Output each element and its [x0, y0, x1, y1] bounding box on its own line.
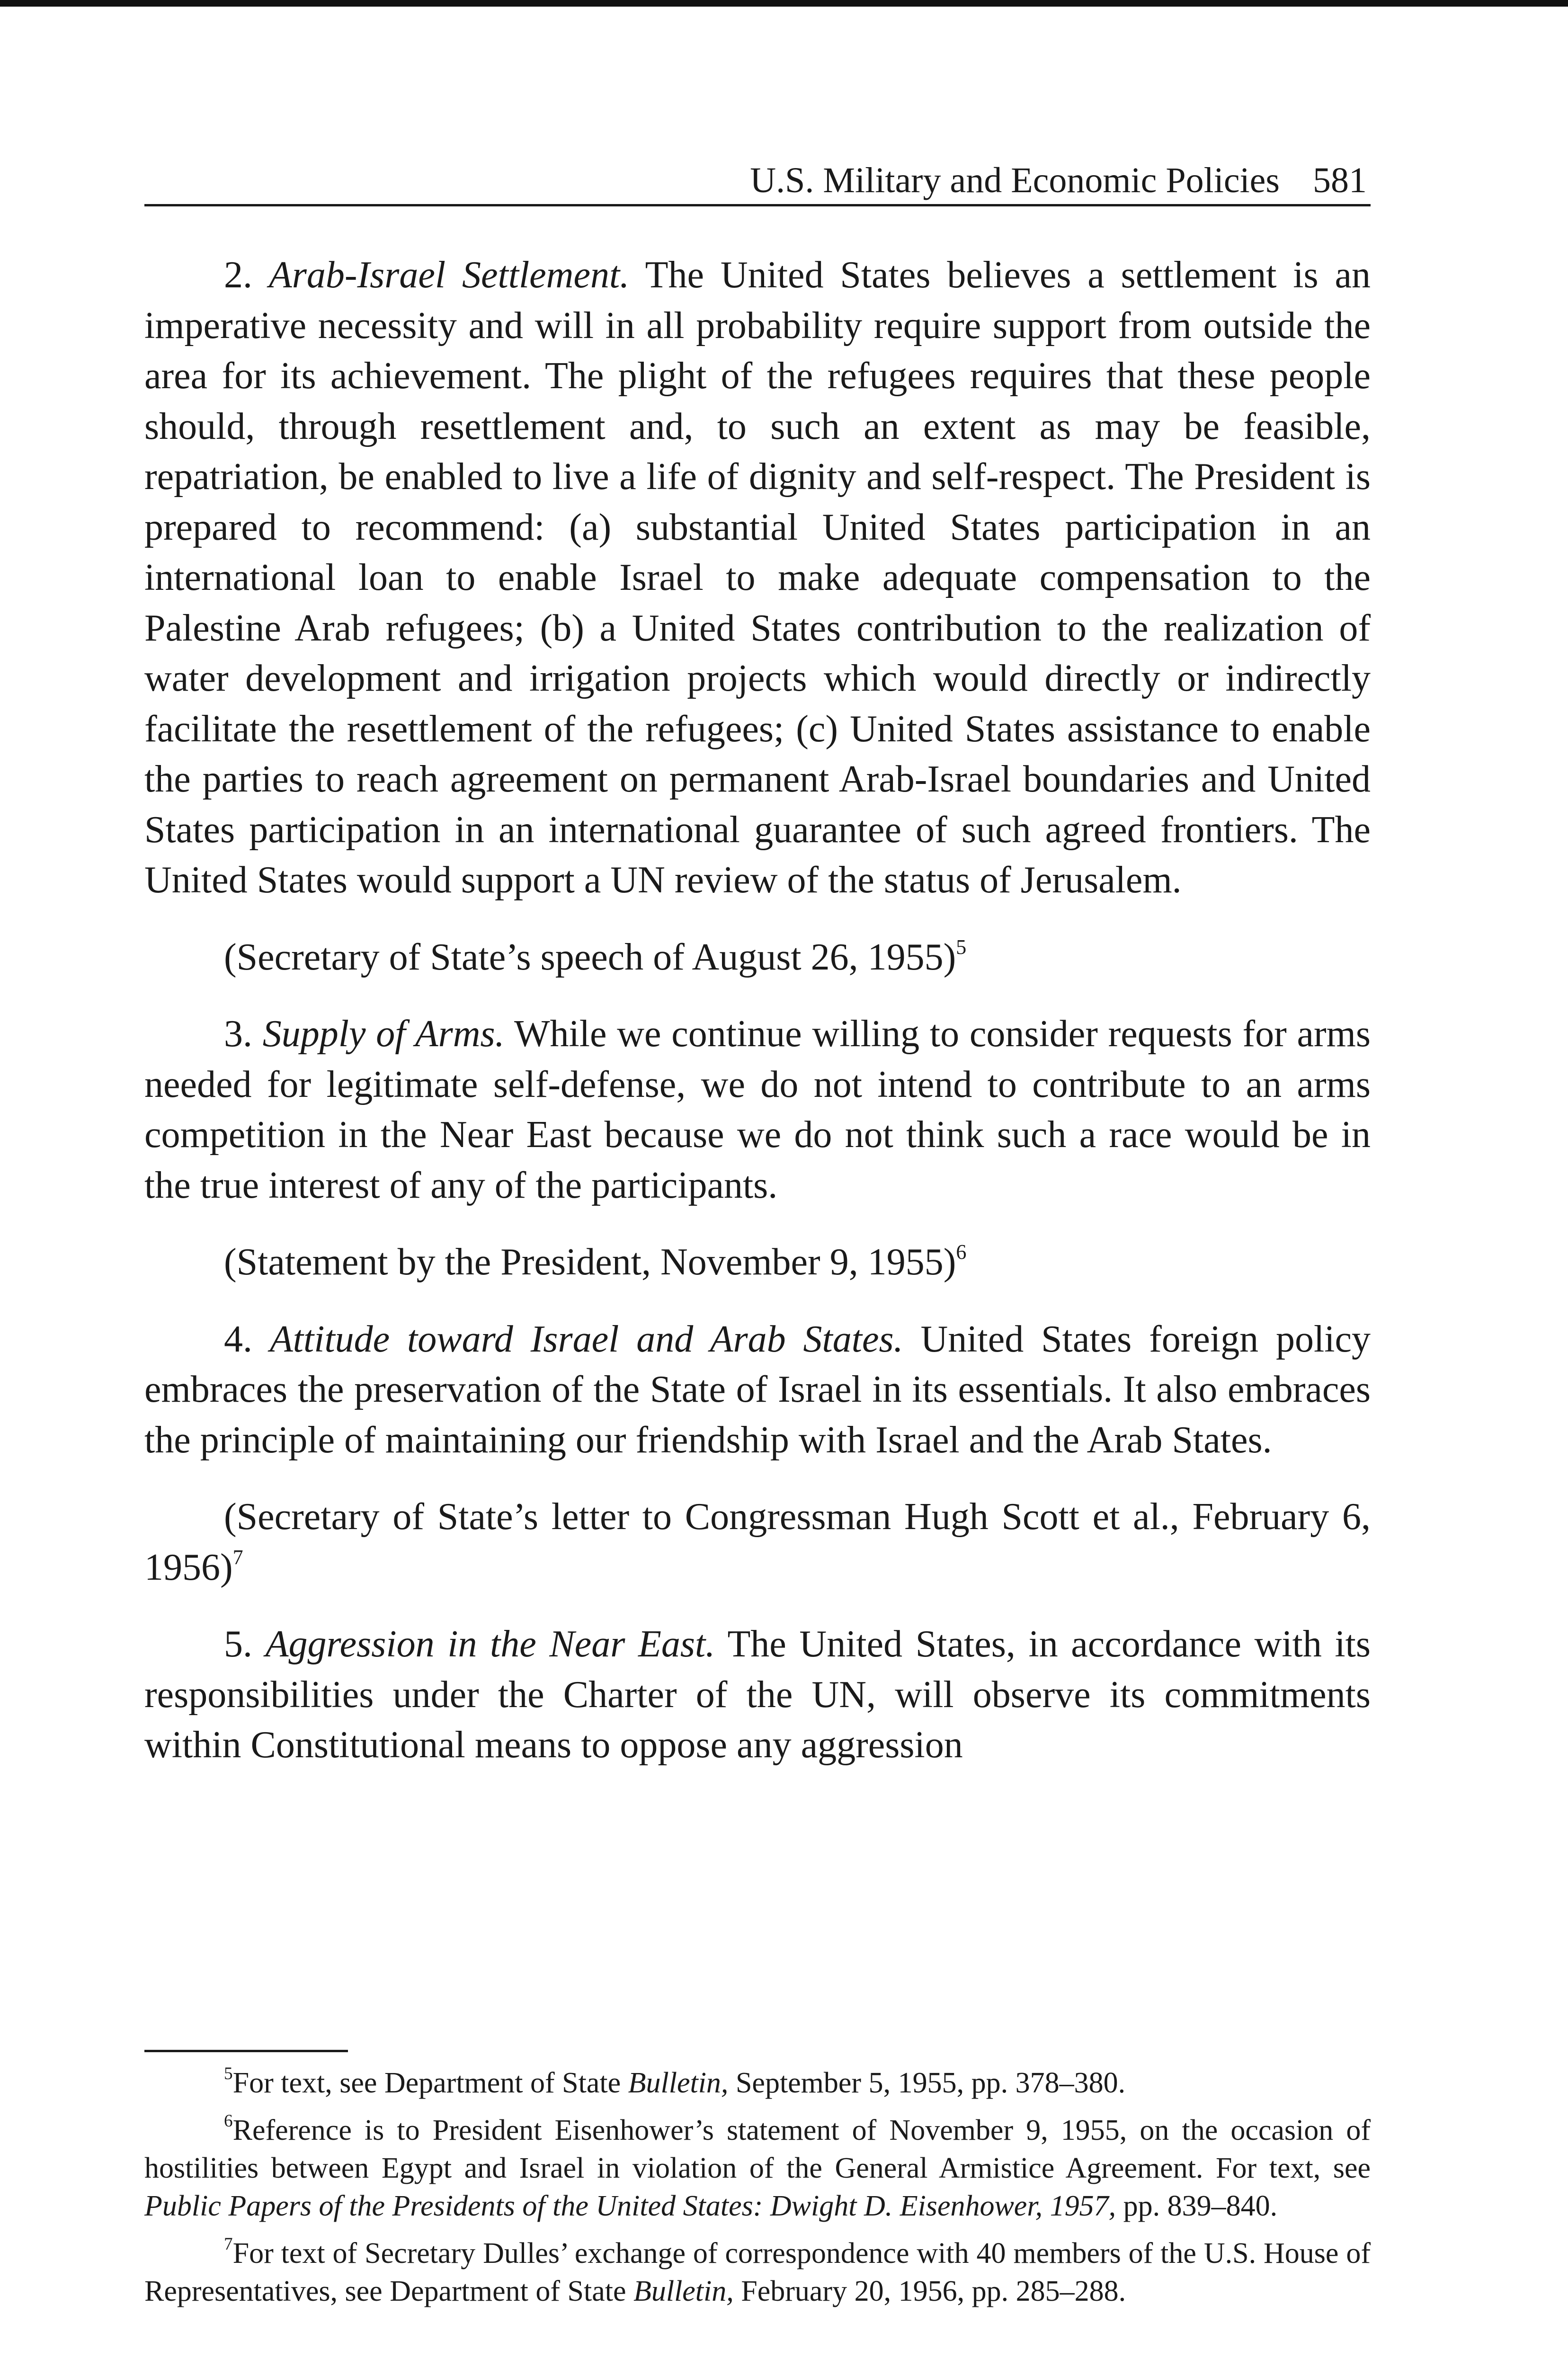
- page-body: [144, 250, 1371, 1797]
- section-supply-of-arms: [144, 1009, 1371, 1210]
- citation: [144, 932, 1371, 983]
- page-number: 581: [1313, 160, 1367, 200]
- section-text: United States foreign policy embraces the preservation of the State of Israel in its essentials. It also embraces the principle of maintaining our friendship with Israel and the Arab States.: [144, 1318, 1371, 1461]
- footnote-text: Reference is to President Eisenhower’s statement of November 9, 1955, on the occasion of hostilities between Egypt and Israel in violation of the General Armistice Agreement. For text, see: [144, 2114, 1371, 2184]
- footnote-text: September 5, 1955, pp. 378–380.: [728, 2067, 1126, 2099]
- section-number: 2.: [224, 254, 252, 296]
- footnote-7: [144, 2234, 1371, 2310]
- section-attitude-toward-israel: [144, 1314, 1371, 1466]
- section-aggression-near-east: [144, 1619, 1371, 1771]
- footnote-publication: Bulletin,: [633, 2275, 734, 2307]
- section-heading: Aggression in the Near East.: [265, 1623, 715, 1665]
- scan-top-edge: [0, 0, 1568, 7]
- section-heading: Arab-Israel Settlement.: [268, 254, 630, 296]
- section-number: 5.: [224, 1623, 252, 1665]
- footnote-ref[interactable]: 5: [956, 935, 967, 959]
- section-text: The United States believes a settlement is an imperative necessity and will in all probability require support from outside the area for its achievement. The plight of the refugees requires that these people should, through resettlement and, to such an extent as may be feasible, repatriation, be enabled to live a life of dignity and self-respect. The President is prepared to recommend: (a) substantial United States participation in an international loan to enable Israel to make adequate compensation to the Palestine Arab refugees; (b) a United States contribution to the realization of water development and irrigation projects which would directly or indirectly facilitate the resettlement of the refugees; (c) United States assistance to enable the parties to reach agreement on permanent Arab-Israel boundaries and United States participation in an international guarantee of such agreed frontiers. The United States would support a UN review of the status of Jerusalem.: [144, 254, 1371, 901]
- section-arab-israel-settlement: [144, 250, 1371, 906]
- footnote-ref[interactable]: 7: [232, 1545, 243, 1569]
- section-heading: Supply of Arms.: [262, 1013, 505, 1055]
- footnote-publication: Public Papers of the Presidents of the United States: Dwight D. Eisenhower, 1957,: [144, 2190, 1116, 2222]
- citation: [144, 1492, 1371, 1593]
- citation-text: (Secretary of State’s letter to Congressman Hugh Scott et al., February 6, 1956): [144, 1496, 1371, 1588]
- footnote-publication: Bulletin,: [628, 2067, 729, 2099]
- footnote-number: 7: [224, 2234, 233, 2254]
- footnote-number: 6: [224, 2111, 233, 2131]
- section-text: The United States, in accordance with its responsibilities under the Charter of the UN, will observe its commitments within Constitutional means to oppose any aggression: [144, 1623, 1371, 1766]
- footnote-ref[interactable]: 6: [956, 1240, 967, 1264]
- section-heading: Attitude toward Israel and Arab States.: [269, 1318, 903, 1360]
- running-title: U.S. Military and Economic Policies: [750, 160, 1280, 200]
- footnote-divider: [144, 2050, 348, 2052]
- footnote-text: pp. 839–840.: [1116, 2190, 1278, 2222]
- footnote-6: [144, 2111, 1371, 2225]
- section-text: While we continue willing to consider requests for arms needed for legitimate self-defense, we do not intend to contribute to an arms competition in the Near East because we do not think such a race would be in the true interest of any of the participants.: [144, 1013, 1371, 1206]
- section-number: 4.: [224, 1318, 252, 1360]
- citation-text: (Statement by the President, November 9, 1955): [224, 1241, 956, 1283]
- citation-text: (Secretary of State’s speech of August 26, 1955): [224, 936, 956, 978]
- footnote-text: For text, see Department of State: [232, 2067, 628, 2099]
- section-number: 3.: [224, 1013, 252, 1055]
- citation: [144, 1237, 1371, 1288]
- running-header: [144, 156, 1371, 206]
- footnote-text: For text of Secretary Dulles’ exchange of correspondence with 40 members of the U.S. House of Representatives, see Department of State: [144, 2237, 1371, 2307]
- footnote-text: February 20, 1956, pp. 285–288.: [733, 2275, 1126, 2307]
- footnotes: [144, 2064, 1371, 2320]
- footnote-5: [144, 2064, 1371, 2102]
- footnote-number: 5: [224, 2064, 233, 2084]
